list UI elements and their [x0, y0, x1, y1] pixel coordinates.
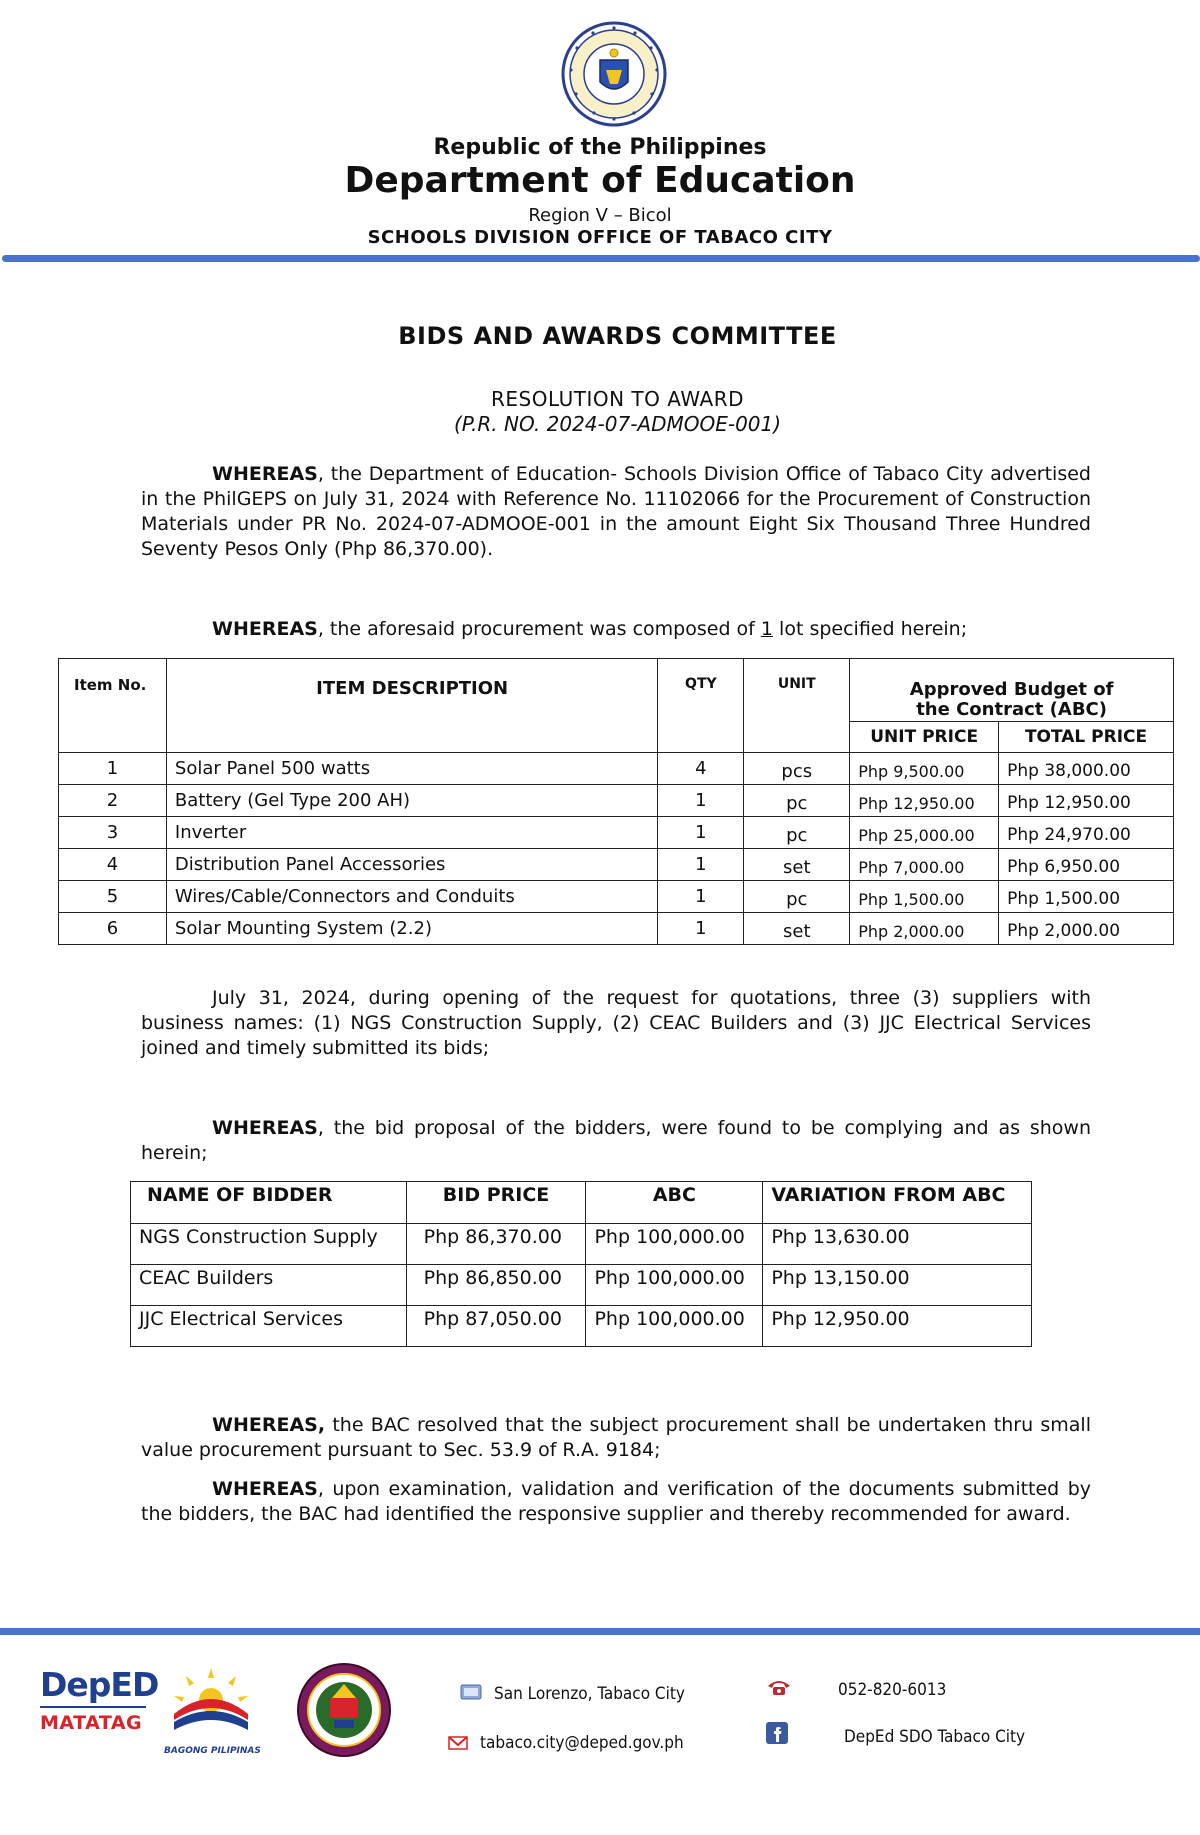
- item-no: 2: [59, 785, 167, 817]
- sdo-tabaco-seal: [296, 1662, 392, 1758]
- item-unit: pcs: [744, 753, 850, 785]
- col-header-unit: UNIT: [744, 659, 850, 753]
- table-row: [131, 1265, 1032, 1306]
- bagong-pilipinas-logo: [166, 1666, 266, 1762]
- col-header-total-price: TOTAL PRICE: [999, 722, 1174, 753]
- region-text: Region V – Bicol: [528, 205, 672, 226]
- item-unit: pc: [744, 785, 850, 817]
- item-description: Inverter: [166, 817, 657, 849]
- col-header-abc: ABC: [586, 1182, 763, 1224]
- committee-title: BIDS AND AWARDS COMMITTEE: [398, 322, 837, 350]
- col-header-qty: QTY: [658, 659, 744, 753]
- whereas-lead: WHEREAS: [212, 1117, 318, 1139]
- bid-abc: Php 100,000.00: [586, 1265, 763, 1306]
- bid-price: Php 86,370.00: [406, 1224, 586, 1265]
- bid-variation: Php 12,950.00: [763, 1306, 1032, 1347]
- footer-phone: 052-820-6013: [838, 1680, 947, 1700]
- item-total-price: Php 6,950.00: [999, 849, 1174, 881]
- header-divider: [2, 255, 1200, 262]
- whereas-paragraph-2: [141, 617, 1091, 642]
- table-row: [131, 1306, 1032, 1347]
- paragraph-text: , the aforesaid procurement was composed of: [317, 618, 761, 640]
- col-header-item-no: Item No.: [59, 659, 167, 753]
- item-qty: 4: [658, 753, 744, 785]
- address-icon: [460, 1684, 482, 1700]
- item-no: 5: [59, 881, 167, 913]
- items-table: [58, 658, 1174, 945]
- whereas-paragraph-6: [141, 1477, 1091, 1527]
- item-unit-price: Php 1,500.00: [850, 881, 999, 913]
- col-header-variation: VARIATION FROM ABC: [763, 1182, 1032, 1224]
- matatag-wordmark: MATATAG: [40, 1712, 143, 1734]
- item-qty: 1: [658, 849, 744, 881]
- item-unit: pc: [744, 881, 850, 913]
- whereas-lead: WHEREAS: [212, 463, 318, 485]
- email-icon: [448, 1735, 468, 1749]
- whereas-paragraph-3: [141, 986, 1091, 1061]
- phone-icon: [766, 1678, 792, 1696]
- deped-wordmark: DepED: [40, 1665, 159, 1704]
- item-unit-price: Php 2,000.00: [850, 913, 999, 945]
- republic-heading: Republic of the Philippines: [433, 135, 767, 160]
- table-row: [59, 753, 1174, 785]
- item-description: Solar Panel 500 watts: [166, 753, 657, 785]
- deped-seal-logo: [560, 20, 668, 128]
- footer-divider: [0, 1628, 1200, 1635]
- bid-variation: Php 13,630.00: [763, 1224, 1032, 1265]
- footer-facebook[interactable]: DepEd SDO Tabaco City: [844, 1727, 1026, 1747]
- paragraph-text: , the bid proposal of the bidders, were found to be complying and as shown herein;: [141, 1117, 1091, 1164]
- item-total-price: Php 24,970.00: [999, 817, 1174, 849]
- item-unit-price: Php 12,950.00: [850, 785, 999, 817]
- col-header-abc: Approved Budget of the Contract (ABC): [850, 659, 1174, 722]
- bid-abc: Php 100,000.00: [586, 1224, 763, 1265]
- item-unit: set: [744, 849, 850, 881]
- item-total-price: Php 12,950.00: [999, 785, 1174, 817]
- division-heading: SCHOOLS DIVISION OFFICE OF TABACO CITY: [367, 227, 833, 248]
- item-description: Distribution Panel Accessories: [166, 849, 657, 881]
- whereas-paragraph-4: [141, 1116, 1091, 1166]
- paragraph-text: the BAC resolved that the subject procurement shall be undertaken thru small value procurement pursuant to Sec. 53.9 of R.A. 9184;: [141, 1414, 1091, 1461]
- item-unit-price: Php 9,500.00: [850, 753, 999, 785]
- item-description: Wires/Cable/Connectors and Conduits: [166, 881, 657, 913]
- item-unit-price: Php 7,000.00: [850, 849, 999, 881]
- item-no: 6: [59, 913, 167, 945]
- col-header-unit-price: UNIT PRICE: [850, 722, 999, 753]
- item-qty: 1: [658, 881, 744, 913]
- lot-count: 1: [760, 618, 774, 640]
- bidder-name: CEAC Builders: [131, 1265, 407, 1306]
- paragraph-text: , upon examination, validation and verification of the documents submitted by the bidders, the BAC had identified the responsive supplier and thereby recommended for award.: [141, 1478, 1091, 1525]
- deped-matatag-logo: [40, 1665, 159, 1762]
- facebook-icon: [766, 1722, 788, 1744]
- table-row: [131, 1224, 1032, 1265]
- col-header-bid-price: BID PRICE: [406, 1182, 586, 1224]
- item-no: 1: [59, 753, 167, 785]
- whereas-paragraph-5: [141, 1413, 1091, 1463]
- item-qty: 1: [658, 817, 744, 849]
- footer-address: San Lorenzo, Tabaco City: [494, 1684, 685, 1704]
- department-heading: Department of Education: [344, 160, 856, 201]
- bid-price: Php 87,050.00: [406, 1306, 586, 1347]
- item-total-price: Php 2,000.00: [999, 913, 1174, 945]
- whereas-lead: WHEREAS: [212, 618, 318, 640]
- table-row: [59, 881, 1174, 913]
- item-no: 4: [59, 849, 167, 881]
- item-unit-price: Php 25,000.00: [850, 817, 999, 849]
- bidder-name: JJC Electrical Services: [131, 1306, 407, 1347]
- whereas-paragraph-1: [141, 462, 1091, 562]
- bid-variation: Php 13,150.00: [763, 1265, 1032, 1306]
- col-header-bidder: NAME OF BIDDER: [131, 1182, 407, 1224]
- bagong-pilipinas-text: BAGONG PILIPINAS: [164, 1746, 261, 1756]
- item-total-price: Php 1,500.00: [999, 881, 1174, 913]
- pr-number: (P.R. NO. 2024-07-ADMOOE-001): [453, 412, 782, 436]
- paragraph-text: , the Department of Education- Schools Division Office of Tabaco City advertised in the PhilGEPS on July 31, 2024 with Reference No. 11102066 for the Procurement of Construction Materials under PR No. 2024-07-ADMOOE-001 in the amount Eight Six Thousand Three Hundred Seventy Pesos Only (Php 86,370.00).: [141, 463, 1091, 560]
- paragraph-text: lot specified herein;: [773, 618, 968, 640]
- table-row: [59, 785, 1174, 817]
- resolution-title: RESOLUTION TO AWARD: [491, 387, 744, 411]
- table-row: [59, 817, 1174, 849]
- item-description: Solar Mounting System (2.2): [166, 913, 657, 945]
- bid-price: Php 86,850.00: [406, 1265, 586, 1306]
- item-total-price: Php 38,000.00: [999, 753, 1174, 785]
- bidders-table: [130, 1181, 1032, 1347]
- item-unit: set: [744, 913, 850, 945]
- col-header-description: ITEM DESCRIPTION: [166, 659, 657, 753]
- whereas-lead: WHEREAS,: [212, 1414, 326, 1436]
- paragraph-text: July 31, 2024, during opening of the request for quotations, three (3) suppliers with business names: (1) NGS Construction Supply, (2) CEAC Builders and (3) JJC Electrical Services joined and timely submitted its bids;: [141, 987, 1091, 1059]
- whereas-lead: WHEREAS: [212, 1478, 318, 1500]
- item-qty: 1: [658, 785, 744, 817]
- item-no: 3: [59, 817, 167, 849]
- bidder-name: NGS Construction Supply: [131, 1224, 407, 1265]
- table-row: [59, 849, 1174, 881]
- item-qty: 1: [658, 913, 744, 945]
- bid-abc: Php 100,000.00: [586, 1306, 763, 1347]
- item-unit: pc: [744, 817, 850, 849]
- item-description: Battery (Gel Type 200 AH): [166, 785, 657, 817]
- footer-email[interactable]: tabaco.city@deped.gov.ph: [480, 1733, 684, 1753]
- table-row: [59, 913, 1174, 945]
